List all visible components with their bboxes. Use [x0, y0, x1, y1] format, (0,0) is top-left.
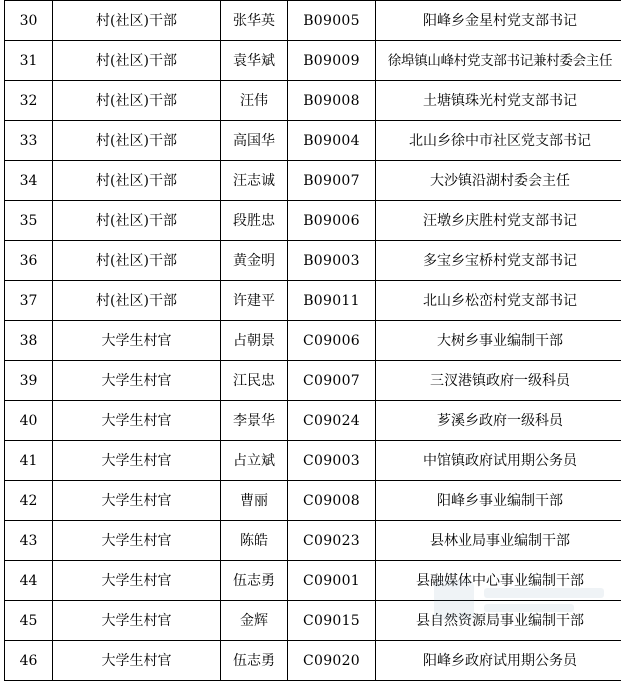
row-number-cell: 34: [5, 161, 53, 201]
row-number-cell: 45: [5, 601, 53, 641]
code-cell: C09024: [288, 401, 376, 441]
code-cell: B09011: [288, 281, 376, 321]
table-row: [5, 361, 621, 401]
code-cell: C09007: [288, 361, 376, 401]
category-cell: 大学生村官: [53, 401, 221, 441]
table-row: [5, 481, 621, 521]
code-cell: B09008: [288, 81, 376, 121]
name-cell: 江民忠: [221, 361, 288, 401]
table-row: [5, 1, 621, 41]
row-number-cell: 30: [5, 1, 53, 41]
post-cell: 县融媒体中心事业编制干部: [376, 561, 621, 601]
code-cell: C09001: [288, 561, 376, 601]
name-cell: 高国华: [221, 121, 288, 161]
row-number-cell: 42: [5, 481, 53, 521]
category-cell: 村(社区)干部: [53, 81, 221, 121]
name-cell: 袁华斌: [221, 41, 288, 81]
row-number-cell: 33: [5, 121, 53, 161]
post-cell: 北山乡徐中市社区党支部书记: [376, 121, 621, 161]
name-cell: 段胜忠: [221, 201, 288, 241]
personnel-table-body: [5, 1, 621, 681]
code-cell: B09006: [288, 201, 376, 241]
post-cell: 阳峰乡事业编制干部: [376, 481, 621, 521]
post-cell: 中馆镇政府试用期公务员: [376, 441, 621, 481]
row-number-cell: 31: [5, 41, 53, 81]
table-row: [5, 521, 621, 561]
name-cell: 伍志勇: [221, 641, 288, 681]
row-number-cell: 35: [5, 201, 53, 241]
post-cell: 阳峰乡金星村党支部书记: [376, 1, 621, 41]
row-number-cell: 39: [5, 361, 53, 401]
category-cell: 大学生村官: [53, 441, 221, 481]
table-row: [5, 641, 621, 681]
row-number-cell: 46: [5, 641, 53, 681]
row-number-cell: 43: [5, 521, 53, 561]
table-row: [5, 121, 621, 161]
code-cell: B09004: [288, 121, 376, 161]
table-row: [5, 161, 621, 201]
code-cell: B09005: [288, 1, 376, 41]
code-cell: C09015: [288, 601, 376, 641]
name-cell: 张华英: [221, 1, 288, 41]
personnel-table: [4, 0, 621, 681]
category-cell: 大学生村官: [53, 361, 221, 401]
code-cell: C09008: [288, 481, 376, 521]
code-cell: B09003: [288, 241, 376, 281]
row-number-cell: 41: [5, 441, 53, 481]
name-cell: 金辉: [221, 601, 288, 641]
post-cell: 大沙镇沿湖村委会主任: [376, 161, 621, 201]
post-cell: 徐埠镇山峰村党支部书记兼村委会主任: [376, 41, 621, 81]
post-cell: 三汊港镇政府一级科员: [376, 361, 621, 401]
table-row: [5, 201, 621, 241]
row-number-cell: 40: [5, 401, 53, 441]
post-cell: 土塘镇珠光村党支部书记: [376, 81, 621, 121]
name-cell: 伍志勇: [221, 561, 288, 601]
table-row: [5, 41, 621, 81]
table-row: [5, 601, 621, 641]
category-cell: 大学生村官: [53, 601, 221, 641]
name-cell: 陈皓: [221, 521, 288, 561]
category-cell: 大学生村官: [53, 521, 221, 561]
category-cell: 村(社区)干部: [53, 41, 221, 81]
post-cell: 县林业局事业编制干部: [376, 521, 621, 561]
category-cell: 村(社区)干部: [53, 1, 221, 41]
name-cell: 汪伟: [221, 81, 288, 121]
post-cell: 多宝乡宝桥村党支部书记: [376, 241, 621, 281]
table-row: [5, 281, 621, 321]
code-cell: C09020: [288, 641, 376, 681]
category-cell: 大学生村官: [53, 561, 221, 601]
category-cell: 村(社区)干部: [53, 161, 221, 201]
post-cell: 汪墩乡庆胜村党支部书记: [376, 201, 621, 241]
table-row: [5, 441, 621, 481]
category-cell: 大学生村官: [53, 481, 221, 521]
row-number-cell: 44: [5, 561, 53, 601]
code-cell: C09003: [288, 441, 376, 481]
code-cell: C09006: [288, 321, 376, 361]
name-cell: 黄金明: [221, 241, 288, 281]
post-cell: 大树乡事业编制干部: [376, 321, 621, 361]
table-row: [5, 321, 621, 361]
category-cell: 大学生村官: [53, 321, 221, 361]
category-cell: 村(社区)干部: [53, 281, 221, 321]
row-number-cell: 32: [5, 81, 53, 121]
category-cell: 大学生村官: [53, 641, 221, 681]
post-cell: 芗溪乡政府一级科员: [376, 401, 621, 441]
code-cell: B09009: [288, 41, 376, 81]
name-cell: 汪志诚: [221, 161, 288, 201]
table-row: [5, 81, 621, 121]
table-row: [5, 401, 621, 441]
name-cell: 许建平: [221, 281, 288, 321]
category-cell: 村(社区)干部: [53, 241, 221, 281]
name-cell: 占立斌: [221, 441, 288, 481]
row-number-cell: 36: [5, 241, 53, 281]
category-cell: 村(社区)干部: [53, 121, 221, 161]
table-row: [5, 561, 621, 601]
name-cell: 李景华: [221, 401, 288, 441]
category-cell: 村(社区)干部: [53, 201, 221, 241]
code-cell: B09007: [288, 161, 376, 201]
name-cell: 曹丽: [221, 481, 288, 521]
row-number-cell: 38: [5, 321, 53, 361]
row-number-cell: 37: [5, 281, 53, 321]
post-cell: 县自然资源局事业编制干部: [376, 601, 621, 641]
code-cell: C09023: [288, 521, 376, 561]
table-row: [5, 241, 621, 281]
post-cell: 阳峰乡政府试用期公务员: [376, 641, 621, 681]
name-cell: 占朝景: [221, 321, 288, 361]
post-cell: 北山乡松峦村党支部书记: [376, 281, 621, 321]
